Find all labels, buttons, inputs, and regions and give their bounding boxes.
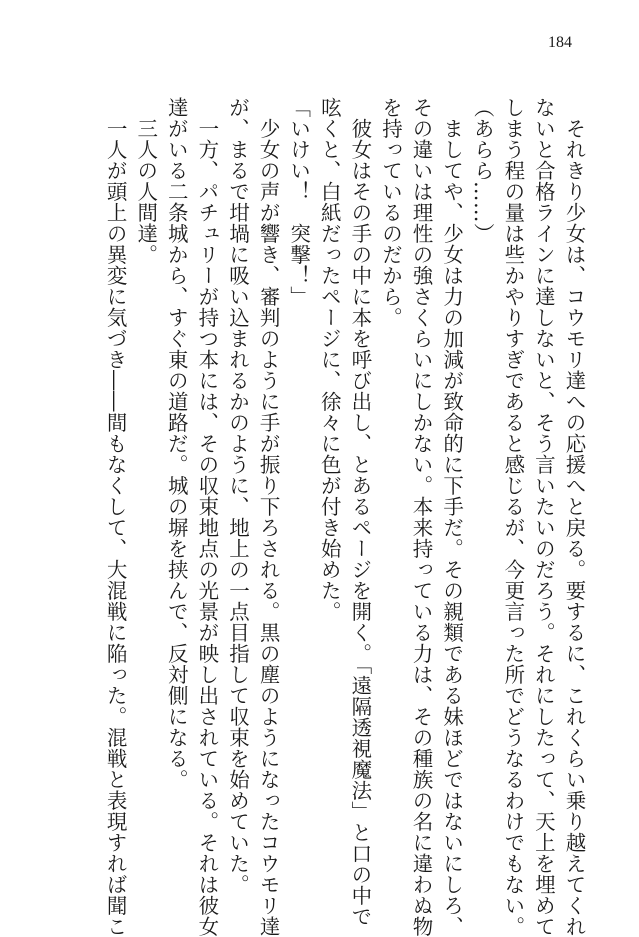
text-line: 「いけい！ 突撃！」 [286, 97, 311, 307]
text-line: 一方、パチュリーが持つ本には、その収束地点の光景が映し出されている。それは彼女 [194, 97, 219, 937]
text-line: その違いは理性の強さくらいにしかない。本来持っている力は、その種族の名に違わぬ物 [409, 97, 434, 937]
text-line: が、まるで坩堝に吸い込まれるかのように、地上の一点目指して収束を始めていた。 [225, 97, 250, 895]
text-line: 達がいる二条城から、すぐ東の道路だ。城の塀を挟んで、反対側になる。 [164, 97, 189, 790]
page-number: 184 [548, 34, 572, 51]
text-line: （あらら……） [470, 97, 495, 244]
vertical-text-body [100, 97, 590, 937]
text-line: 一人が頭上の異変に気づき――間もなくして、大混戦に陥った。混戦と表現すれば聞こ [103, 97, 128, 937]
text-line: 彼女はその手の中に本を呼び出し、とあるページを開く。「遠隔透視魔法」と口の中で [347, 97, 372, 927]
text-line: ないと合格ラインに達しないと、そう言いたいのだろう。それにしたって、天上を埋めて [531, 97, 556, 937]
text-line: 少女の声が響き、審判のように手が振り下ろされる。黒の塵のようになったコウモリ達 [256, 97, 281, 937]
text-line: 三人の人間達。 [133, 97, 158, 265]
text-line: を持っているのだから。 [378, 97, 403, 328]
text-line: それきり少女は、コウモリ達への応援へと戻る。要するに、これくらい乗り越えてくれ [562, 97, 586, 937]
text-line: しまう程の量は些かやりすぎであると感じるが、今更言った所でどうなるわけでもない。 [500, 97, 525, 937]
text-line: 呟くと、白紙だったページに、徐々に色が付き始めた。 [317, 97, 342, 622]
text-line: ましてや、少女は力の加減が致命的に下手だ。その親類である妹ほどではないにしろ、 [439, 97, 464, 937]
